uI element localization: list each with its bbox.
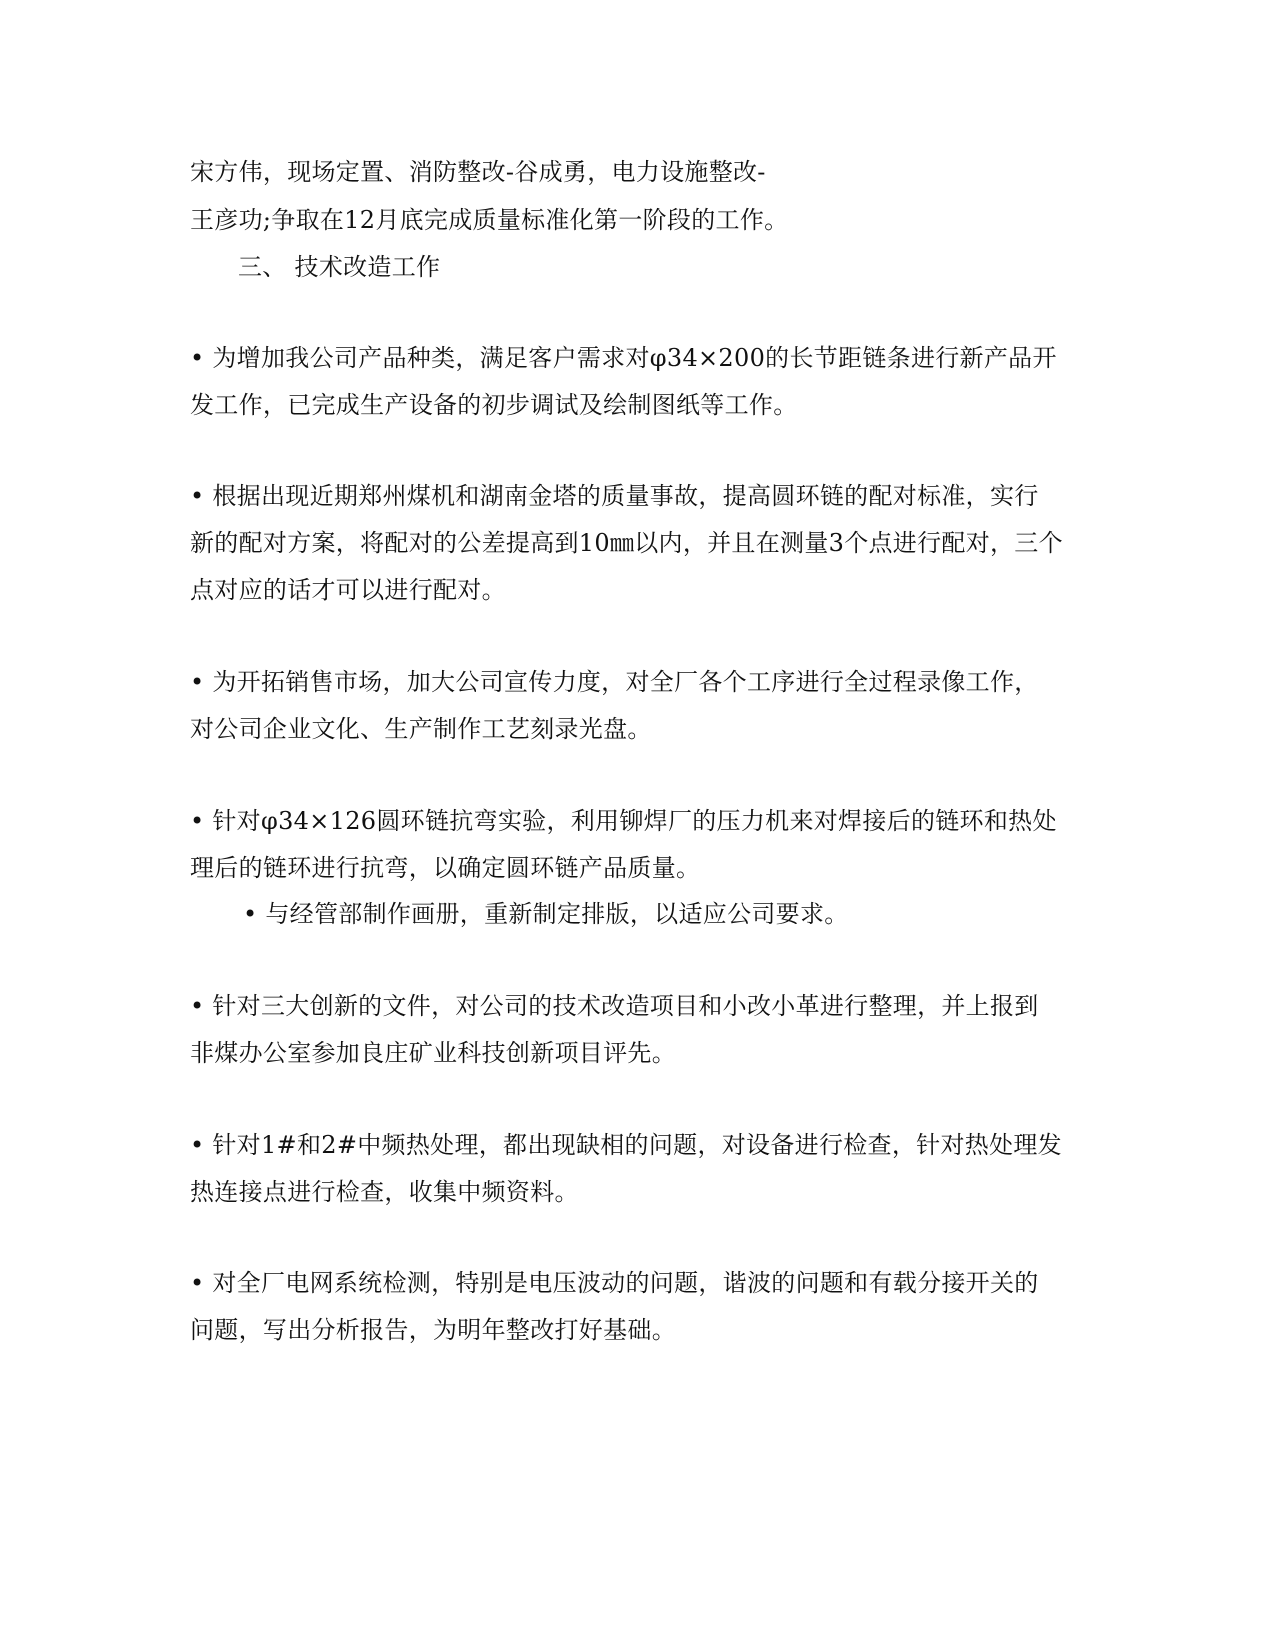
section-heading: 三、 技术改造工作 [238, 253, 441, 281]
text-line: 非煤办公室参加良庄矿业科技创新项目评先。 [190, 1039, 676, 1067]
text-line: 宋方伟，现场定置、消防整改-谷成勇，电力设施整改- [190, 158, 766, 186]
text-line: 热连接点进行检查，收集中频资料。 [190, 1178, 579, 1206]
bullet-line: • 针对φ34×126圆环链抗弯实验，利用铆焊厂的压力机来对焊接后的链环和热处 [190, 807, 1057, 835]
text-line: 问题，写出分析报告，为明年整改打好基础。 [190, 1316, 676, 1344]
bullet-line: • 与经管部制作画册，重新制定排版，以适应公司要求。 [243, 900, 849, 928]
bullet-line: • 针对三大创新的文件，对公司的技术改造项目和小改小革进行整理，并上报到 [190, 992, 1039, 1020]
bullet-line: • 根据出现近期郑州煤机和湖南金塔的质量事故，提高圆环链的配对标准，实行 [190, 482, 1039, 510]
bullet-line: • 对全厂电网系统检测，特别是电压波动的问题，谐波的问题和有载分接开关的 [190, 1269, 1039, 1297]
bullet-line: • 为开拓销售市场，加大公司宣传力度，对全厂各个工序进行全过程录像工作， [190, 668, 1039, 696]
text-line: 理后的链环进行抗弯，以确定圆环链产品质量。 [190, 854, 701, 882]
bullet-line: • 为增加我公司产品种类，满足客户需求对φ34×200的长节距链条进行新产品开 [190, 344, 1057, 372]
text-line: 王彦功;争取在12月底完成质量标准化第一阶段的工作。 [190, 206, 789, 234]
text-line: 点对应的话才可以进行配对。 [190, 576, 506, 604]
text-line: 对公司企业文化、生产制作工艺刻录光盘。 [190, 715, 652, 743]
bullet-line: • 针对1#和2#中频热处理，都出现缺相的问题，对设备进行检查，针对热处理发 [190, 1131, 1062, 1159]
text-line: 发工作，已完成生产设备的初步调试及绘制图纸等工作。 [190, 391, 798, 419]
text-line: 新的配对方案，将配对的公差提高到10㎜以内，并且在测量3个点进行配对，三个 [190, 529, 1063, 557]
